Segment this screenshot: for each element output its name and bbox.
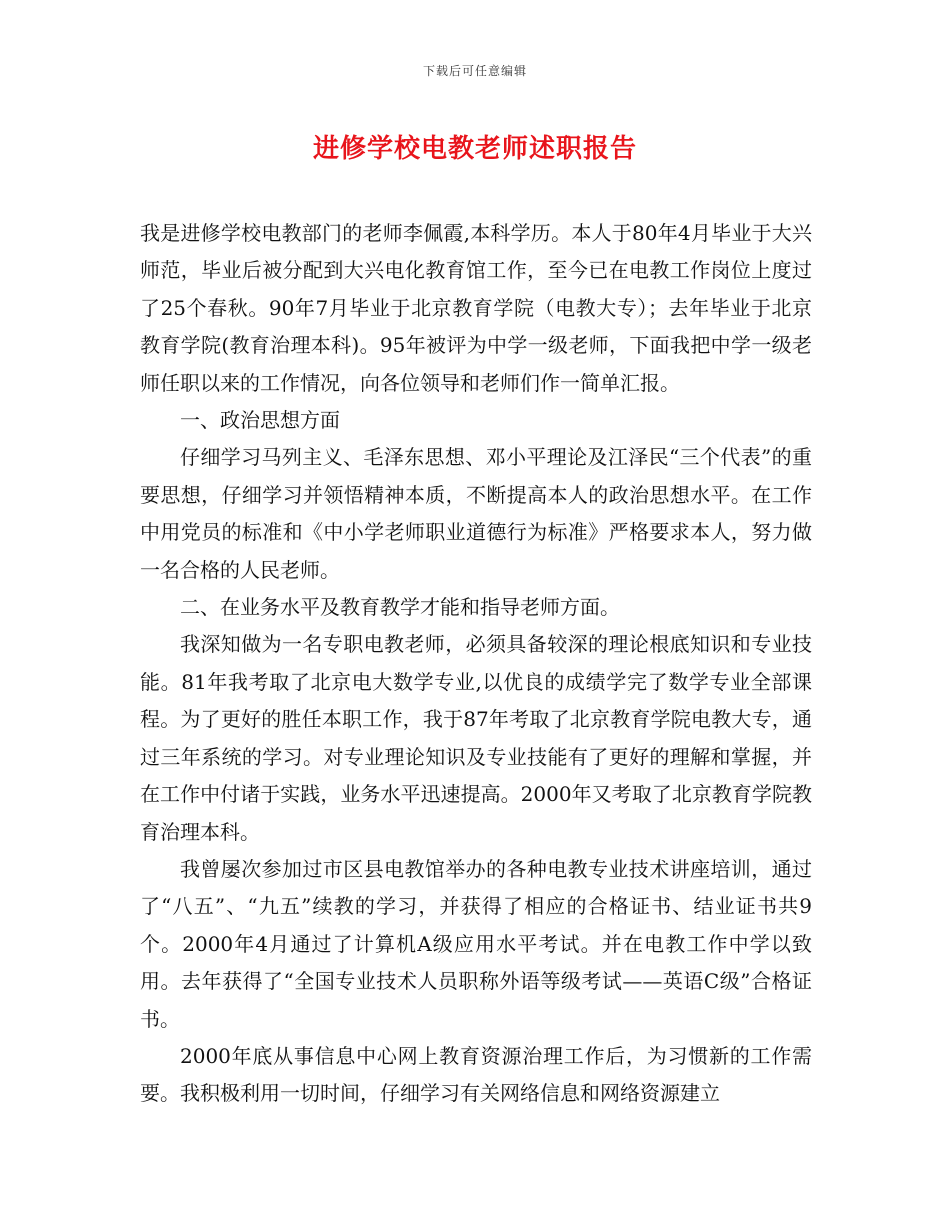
paragraph-politics: 仔细学习马列主义、毛泽东思想、邓小平理论及江泽民“三个代表”的重要思想，仔细学习并领悟精神本质，不断提高本人的政治思想水平。在工作中用党员的标准和《中小学老师职业道德行为标准》严格要求本人，努力做一名合格的人民老师。 bbox=[140, 445, 812, 582]
document-title: 进修学校电教老师述职报告 bbox=[312, 134, 637, 164]
paragraph-intro: 我是进修学校电教部门的老师李佩霞,本科学历。本人于80年4月毕业于大兴师范，毕业后被分配到大兴电化教育馆工作，至今已在电教工作岗位上度过了25个春秋。90年7月毕业于北京教育学院（电教大专）；去年毕业于北京教育学院(教育治理本科)。95年被评为中学一级老师，下面我把中学一级老师任职以来的工作情况，向各位领导和老师们作一简单汇报。 bbox=[140, 221, 812, 395]
paragraph-education: 我深知做为一名专职电教老师，必须具备较深的理论根底知识和专业技能。81年我考取了北京电大数学专业,以优良的成绩学完了数学专业全部课程。为了更好的胜任本职工作，我于87年考取了北京教育学院电教大专，通过三年系统的学习。对专业理论知识及专业技能有了更好的理解和掌握，并在工作中付诸于实践，业务水平迅速提高。2000年又考取了北京教育学院教育治理本科。 bbox=[140, 632, 812, 844]
document-body bbox=[140, 215, 812, 1113]
section-heading-politics: 一、政治思想方面 bbox=[180, 408, 340, 433]
paragraph-training: 我曾屡次参加过市区县电教馆举办的各种电教专业技术讲座培训，通过了“八五”、“九五”续教的学习，并获得了相应的合格证书、结业证书共9个。2000年4月通过了计算机A级应用水平考试。并在电教工作中学以致用。去年获得了“全国专业技术人员职称外语等级考试——英语C级”合格证书。 bbox=[140, 856, 812, 1031]
section-heading-professional: 二、在业务水平及教育教学才能和指导老师方面。 bbox=[180, 595, 620, 620]
paragraph-network-work: 2000年底从事信息中心网上教育资源治理工作后，为习惯新的工作需要。我积极利用一切时间，仔细学习有关网络信息和网络资源建立 bbox=[140, 1043, 812, 1106]
header-note: 下载后可任意编辑 bbox=[422, 64, 527, 78]
